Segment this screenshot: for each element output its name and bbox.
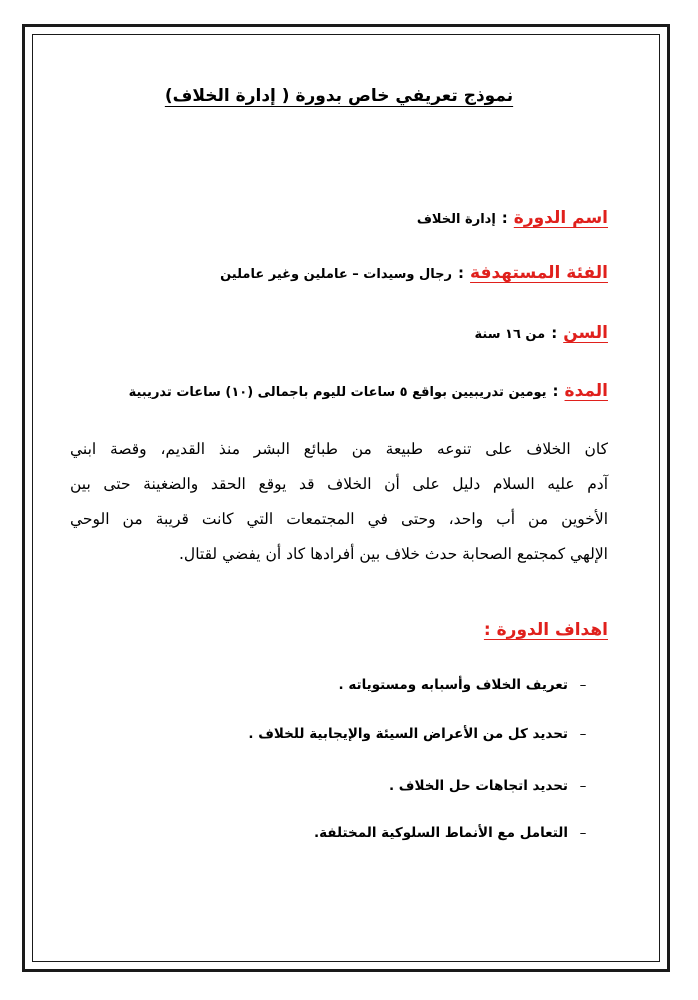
- list-dash: –: [579, 726, 587, 742]
- course-name-label: اسم الدورة: [513, 208, 608, 228]
- goal-text: تحديد اتجاهات حل الخلاف .: [388, 778, 568, 794]
- age-label: السن: [563, 323, 608, 343]
- intro-line: الأخوين من أب واحد، وحتى في المجتمعات التي كانت قريبة من الوحي: [70, 510, 608, 528]
- list-dash: –: [579, 825, 587, 841]
- goal-text: تعريف الخلاف وأسبابه ومستوياته .: [338, 677, 568, 693]
- goal-text: التعامل مع الأنماط السلوكية المختلفة.: [313, 825, 568, 841]
- goals-heading: اهداف الدورة :: [483, 620, 608, 640]
- age-row: [70, 323, 608, 343]
- course-name-separator: :: [501, 209, 508, 227]
- goal-item: [70, 778, 598, 794]
- duration-value: يومين تدريبيين بواقع ٥ ساعات لليوم باجمالى (١٠) ساعات تدريبية: [128, 385, 547, 400]
- intro-line: الإلهي كمجتمع الصحابة حدث خلاف بين أفرادها كاد أن يفضي لقتال.: [179, 545, 608, 563]
- intro-line: كان الخلاف على تنوعه طبيعة من طبائع البشر منذ القديم، وقصة ابني: [70, 440, 608, 458]
- age-separator: :: [551, 324, 558, 342]
- goal-item: [70, 677, 598, 693]
- intro-line: آدم عليه السلام دليل على أن الخلاف قد يوقع الحقد والضغينة حتى بين: [70, 475, 608, 493]
- course-name-row: [70, 208, 608, 228]
- document-title: نموذج تعريفي خاص بدورة ( إدارة الخلاف): [164, 86, 514, 106]
- target-group-value: رجال وسيدات – عاملين وغير عاملين: [220, 267, 453, 282]
- course-name-value: إدارة الخلاف: [416, 212, 496, 227]
- age-value: من ١٦ سنة: [474, 327, 546, 342]
- list-dash: –: [579, 677, 587, 693]
- goal-item: [70, 726, 598, 742]
- list-dash: –: [579, 778, 587, 794]
- target-group-row: [70, 263, 608, 283]
- goal-item: [70, 825, 598, 841]
- duration-separator: :: [552, 382, 559, 400]
- duration-row: [70, 381, 608, 401]
- duration-label: المدة: [564, 381, 608, 401]
- intro-paragraph: [70, 432, 608, 572]
- target-group-separator: :: [458, 264, 465, 282]
- goal-text: تحديد كل من الأعراض السيئة والإيجابية للخلاف .: [248, 726, 568, 742]
- target-group-label: الفئة المستهدفة: [470, 263, 608, 283]
